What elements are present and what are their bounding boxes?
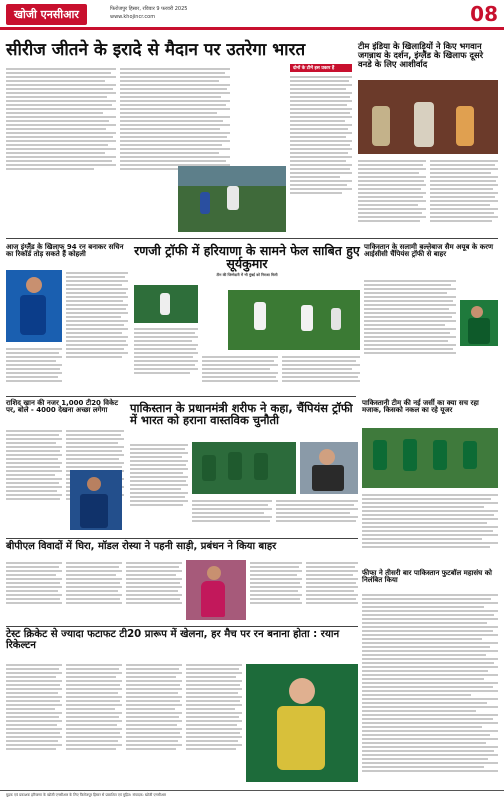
story-fifa-body [362,592,498,782]
story-team-india-body-col2 [430,158,498,238]
story-rickelton-body-col2 [66,662,122,784]
footer-imprint: मुद्रक एवं प्रकाशक हरियाणा के खोजी एनसीआर के लिए फिरोजपुर हिसार से प्रकाशित एवं मुद्रित। संपादक: खोजी एनसीआर [6,793,166,797]
squads-heading: दोनों के टीमें इस प्रकार हैं [290,64,352,72]
headline-saim-ayub: पाकिस्तान के सलामी बल्लेबाज सैम अयूब के करण आईसीसी चैंपियंस ट्रॉफी से बाहर [364,243,494,259]
story-sharif-body-col1 [130,442,188,534]
story-ranji-body-col2 [202,354,278,392]
divider [6,238,498,239]
divider [6,626,358,627]
story-team-india-body-col1 [358,158,426,238]
model-photo [186,560,246,620]
masthead [0,0,504,30]
pakistan-team-photo [192,442,296,494]
ranji-photo-small [134,285,198,323]
story-sharif-body-col3 [276,498,358,534]
divider [6,538,358,539]
kicker-ranji: टीम की जिम्मेदारी में भी मुंबई को निराशा मिली [216,273,278,278]
story-rickelton [6,630,358,651]
story-pak-jersey-body [362,492,498,564]
headline-fifa: फीफा ने तीसरी बार पाकिस्तान फुटबॉल महासंघ को निलंबित किया [362,569,492,585]
story-rickelton-body-col4 [186,662,242,784]
story-rickelton-body-col3 [126,662,182,784]
rashid-khan-photo [70,470,122,530]
story-sharif-body-col2 [192,498,272,534]
headline-rickelton: टेस्ट क्रिकेट से ज्यादा फटाफट टी20 प्रारूप में खेलना, हर मैच पर रन बनाना होता : रयान रिकेल्टन [6,629,340,651]
masthead-date: फिरोजपुर हिसार, रविवार 9 फरवरी 2025 [110,6,188,12]
headline-team-india-temple: टीम इंडिया के खिलाड़ियों ने किए भगवान जगन्नाथ के दर्शन, इंग्लैंड के खिलाफ दूसरे वनडे के लिए आशीर्वाद [358,41,484,69]
headline-ranji: रणजी ट्रॉफी में हरियाणा के सामने फेल साबित हुए सूर्यकुमार [134,243,360,272]
masthead-meta [110,5,187,21]
story-bpl-body-col5 [306,560,358,622]
story-fifa [362,570,498,585]
story-team-india-temple [358,42,498,68]
kohli-photo [6,270,62,342]
story-bpl [6,542,358,553]
story-kohli-body-col1 [6,346,62,392]
story-ranji [134,244,360,278]
story-main [6,42,350,60]
story-saim-ayub [364,244,498,259]
story-kohli-body-col2 [66,270,128,392]
pak-jersey-photo [362,428,498,488]
rickelton-photo [246,664,358,782]
story-bpl-body-col1 [6,560,62,622]
headline-sharif: पाकिस्तान के प्रधानमंत्री शरीफ ने कहा, चैंपियंस ट्रॉफी में भारत को हराना वास्तविक चुनौती [130,401,353,428]
story-sharif [130,402,358,426]
sharif-photo [300,442,358,494]
ranji-photo-main [228,290,360,350]
story-bpl-body-col3 [126,560,182,622]
story-kohli [6,244,128,259]
headline-main: सीरीज जीतने के इरादे से मैदान पर उतरेगा भारत [6,40,306,60]
page-number: 08 [470,2,498,26]
squads-body [290,74,352,230]
headline-rashid-khan: राशिद खान की नजर 1,000 टी20 विकेट पर, बोले - 4000 देखना अच्छा लगेगा [6,399,118,415]
story-bpl-body-col2 [66,560,122,622]
story-rashid-body-col1 [6,428,62,528]
headline-pak-jersey: पाकिस्तानी टीम की नई जर्सी का क्या सच रहा मजाक, किसको नकल का रहे यूजर [362,399,479,415]
story-ranji-body-col1 [134,326,198,392]
story-saim-ayub-body [364,278,456,378]
squads-box [290,64,352,72]
story-pak-jersey [362,400,498,415]
newspaper-title: खोजी एनसीआर [6,4,87,25]
story-main-body-col1 [6,66,116,206]
story-rickelton-body-col1 [6,662,62,784]
temple-visit-photo [358,80,498,154]
cricket-match-photo [178,166,286,232]
footer [0,790,504,800]
story-rashid-khan [6,400,124,415]
story-ranji-body-col3 [282,354,360,392]
story-bpl-body-col4 [250,560,302,622]
headline-kohli: आज इंग्लैंड के खिलाफ 94 रन बनाकर सचिन का रिकॉर्ड तोड़ सकते हैं कोहली [6,243,124,259]
divider [6,396,356,397]
saim-ayub-photo [460,300,498,346]
headline-bpl: बीपीएल विवादों में घिरा, मॉडल रोस्या ने पहनी साड़ी, प्रबंधन ने किया बाहर [6,541,277,552]
masthead-url: www.khojincr.com [110,14,156,20]
